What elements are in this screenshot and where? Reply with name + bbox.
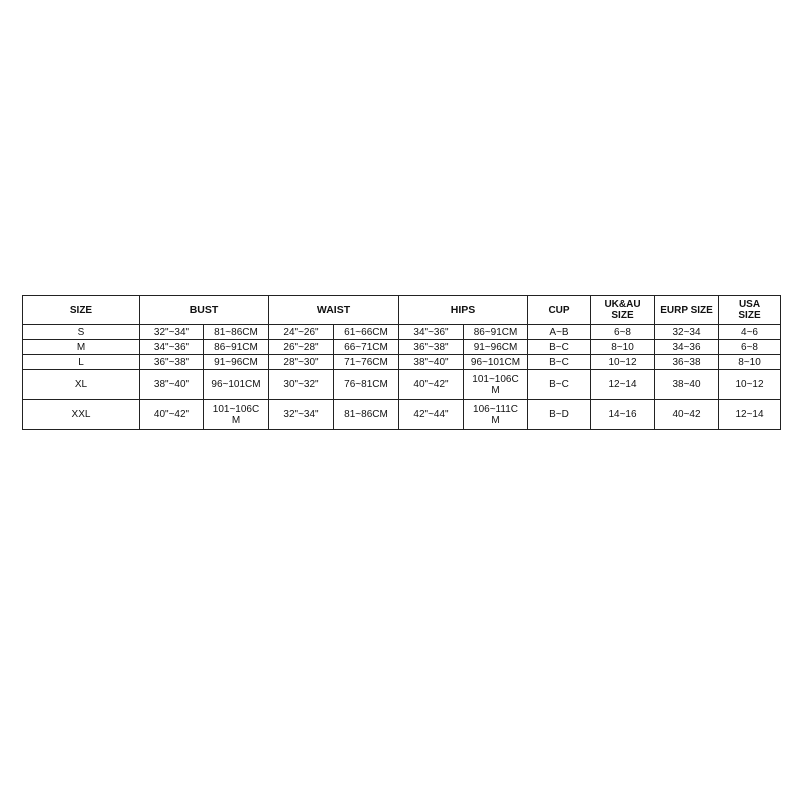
- cell-bust-cm: 86~91CM: [204, 340, 269, 355]
- cell-waist-cm: 66~71CM: [334, 340, 399, 355]
- cell-bust-inches: 40"~42": [140, 400, 204, 430]
- cell-eurp-size: 34~36: [655, 340, 719, 355]
- header-eurp-size: EURP SIZE: [655, 296, 719, 325]
- cell-bust-inches: 34"~36": [140, 340, 204, 355]
- cell-waist-cm: 71~76CM: [334, 355, 399, 370]
- cell-hips-cm: 101~106C M: [464, 370, 528, 400]
- cell-bust-inches: 36"~38": [140, 355, 204, 370]
- header-waist: WAIST: [269, 296, 399, 325]
- cell-size: M: [23, 340, 140, 355]
- cell-hips-cm: 91~96CM: [464, 340, 528, 355]
- cell-bust-inches: 32"~34": [140, 325, 204, 340]
- cell-usa-size: 10~12: [719, 370, 781, 400]
- cell-bust-cm: 91~96CM: [204, 355, 269, 370]
- cell-bust-inches: 38"~40": [140, 370, 204, 400]
- cell-hips-cm: 106~111C M: [464, 400, 528, 430]
- cell-usa-size: 8~10: [719, 355, 781, 370]
- cell-uk-au-size: 12~14: [591, 370, 655, 400]
- cell-usa-size: 6~8: [719, 340, 781, 355]
- cell-waist-cm: 76~81CM: [334, 370, 399, 400]
- cell-uk-au-size: 10~12: [591, 355, 655, 370]
- cell-cup: B~C: [528, 340, 591, 355]
- cell-uk-au-size: 6~8: [591, 325, 655, 340]
- cell-size: XL: [23, 370, 140, 400]
- cell-bust-cm: 96~101CM: [204, 370, 269, 400]
- cell-eurp-size: 40~42: [655, 400, 719, 430]
- cell-hips-inches: 36"~38": [399, 340, 464, 355]
- cell-cup: B~D: [528, 400, 591, 430]
- cell-cup: B~C: [528, 355, 591, 370]
- cell-hips-inches: 38"~40": [399, 355, 464, 370]
- table-row-m: [23, 340, 781, 355]
- cell-uk-au-size: 14~16: [591, 400, 655, 430]
- cell-bust-cm: 81~86CM: [204, 325, 269, 340]
- cell-size: L: [23, 355, 140, 370]
- cell-size: XXL: [23, 400, 140, 430]
- table-row-xxl: [23, 400, 781, 430]
- header-size: SIZE: [23, 296, 140, 325]
- header-cup: CUP: [528, 296, 591, 325]
- header-uk-au-size: UK&AU SIZE: [591, 296, 655, 325]
- table-row-l: [23, 355, 781, 370]
- table-row-xl: [23, 370, 781, 400]
- cell-hips-inches: 42"~44": [399, 400, 464, 430]
- table-row-s: [23, 325, 781, 340]
- header-bust: BUST: [140, 296, 269, 325]
- cell-waist-inches: 28"~30": [269, 355, 334, 370]
- cell-cup: A~B: [528, 325, 591, 340]
- size-chart-table: [22, 295, 781, 430]
- cell-waist-cm: 61~66CM: [334, 325, 399, 340]
- cell-waist-inches: 24"~26": [269, 325, 334, 340]
- cell-usa-size: 12~14: [719, 400, 781, 430]
- cell-hips-cm: 86~91CM: [464, 325, 528, 340]
- header-usa-size: USA SIZE: [719, 296, 781, 325]
- header-row: [23, 296, 781, 325]
- cell-waist-inches: 26"~28": [269, 340, 334, 355]
- cell-waist-inches: 32"~34": [269, 400, 334, 430]
- cell-usa-size: 4~6: [719, 325, 781, 340]
- cell-eurp-size: 36~38: [655, 355, 719, 370]
- cell-bust-cm: 101~106C M: [204, 400, 269, 430]
- cell-hips-cm: 96~101CM: [464, 355, 528, 370]
- cell-uk-au-size: 8~10: [591, 340, 655, 355]
- cell-hips-inches: 40"~42": [399, 370, 464, 400]
- header-hips: HIPS: [399, 296, 528, 325]
- cell-eurp-size: 38~40: [655, 370, 719, 400]
- cell-eurp-size: 32~34: [655, 325, 719, 340]
- cell-size: S: [23, 325, 140, 340]
- cell-cup: B~C: [528, 370, 591, 400]
- cell-waist-cm: 81~86CM: [334, 400, 399, 430]
- cell-hips-inches: 34"~36": [399, 325, 464, 340]
- cell-waist-inches: 30"~32": [269, 370, 334, 400]
